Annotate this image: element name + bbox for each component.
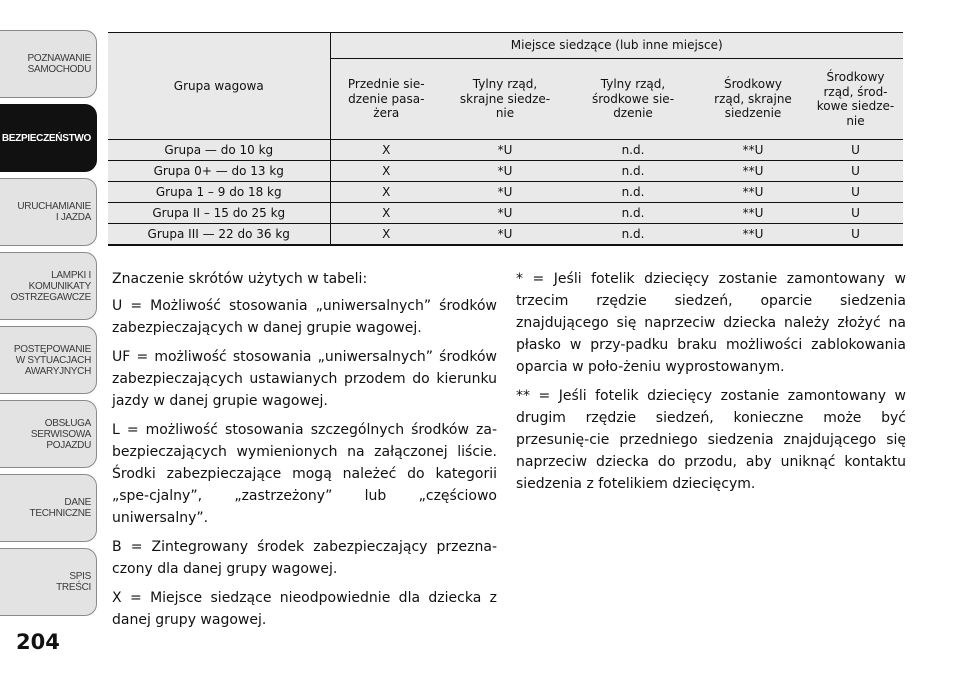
legend-column — [112, 268, 497, 638]
table-cell: X — [330, 203, 442, 224]
table-header-column: Tylny rząd, środkowe sie- dzenie — [568, 59, 698, 140]
table-cell: **U — [698, 203, 808, 224]
legend-item-u: U = Możliwość stosowania „uniwersalnych” środków zabezpieczających w danej grupie wagowej. — [112, 298, 497, 336]
table-cell: **U — [698, 140, 808, 161]
table-header-column: Przednie sie- dzenie pasa- żera — [330, 59, 442, 140]
table-row — [108, 140, 903, 161]
table-cell: X — [330, 140, 442, 161]
tab-obsluga-serwisowa[interactable]: OBSŁUGA SERWISOWA POJAZDU — [0, 400, 97, 468]
table-cell: X — [330, 182, 442, 203]
table-cell-group: Grupa 1 – 9 do 18 kg — [108, 182, 330, 203]
table-header-group: Grupa wagowa — [108, 33, 330, 140]
legend-item-x: X = Miejsce siedzące nieodpowiednie dla dziecka z danej grupy wagowej. — [112, 590, 497, 628]
table-cell: *U — [442, 224, 568, 245]
tab-postepowanie-awaryjne[interactable]: POSTĘPOWANIE W SYTUACJACH AWARYJNYCH — [0, 326, 97, 394]
table-header-seat-position: Miejsce siedzące (lub inne miejsce) — [330, 33, 903, 59]
tab-dane-techniczne[interactable]: DANE TECHNICZNE — [0, 474, 97, 542]
table-header-column: Środkowy rząd, skrajne siedzenie — [698, 59, 808, 140]
child-seat-table — [108, 32, 903, 246]
table-cell-group: Grupa — do 10 kg — [108, 140, 330, 161]
table-cell: U — [808, 224, 903, 245]
table-row — [108, 203, 903, 224]
table-cell: n.d. — [568, 224, 698, 245]
table-cell: n.d. — [568, 182, 698, 203]
legend-intro: Znaczenie skrótów użytych w tabeli: — [112, 271, 368, 287]
table-cell: **U — [698, 224, 808, 245]
footnote-single-asterisk: * = Jeśli fotelik dziecięcy zostanie zamontowany w trzecim rzędzie siedzeń, oparcie siedzenia znajdującego się naprzeciw dziecka należy złożyć na płasko w przy-padku braku możliwości zablokowania oparcia w poło-żeniu wyprostowanym. — [516, 271, 906, 375]
table-cell: n.d. — [568, 203, 698, 224]
table-cell: U — [808, 161, 903, 182]
table-cell: **U — [698, 182, 808, 203]
table-cell: n.d. — [568, 161, 698, 182]
table-row — [108, 182, 903, 203]
tab-bezpieczenstwo[interactable]: BEZPIECZEŃSTWO — [0, 104, 97, 172]
table-cell: X — [330, 224, 442, 245]
table-cell: *U — [442, 140, 568, 161]
footnotes-column — [516, 268, 906, 502]
tab-uruchamianie-i-jazda[interactable]: URUCHAMIANIE I JAZDA — [0, 178, 97, 246]
table-cell: X — [330, 161, 442, 182]
table-cell-group: Grupa 0+ — do 13 kg — [108, 161, 330, 182]
table-cell: U — [808, 140, 903, 161]
table-cell: *U — [442, 182, 568, 203]
tab-spis-tresci[interactable]: SPIS TREŚCI — [0, 548, 97, 616]
table-cell: *U — [442, 161, 568, 182]
legend-item-l: L = możliwość stosowania szczególnych środków za-bezpieczających wymienionych na załączonej liście. Środki zabezpieczające mogą należeć do kategorii „spe-cjalny”, „zastrzeżony” lub „częściowo uniwersalny”. — [112, 422, 497, 526]
table-cell-group: Grupa II – 15 do 25 kg — [108, 203, 330, 224]
table-cell: U — [808, 182, 903, 203]
footnote-double-asterisk: ** = Jeśli fotelik dziecięcy zostanie zamontowany w drugim rzędzie siedzeń, konieczne może być przesunię-cie przedniego siedzenia znajdującego się naprzeciw dziecka do przodu, aby uniknąć kontaktu siedzenia z fotelikiem dziecięcym. — [516, 388, 906, 492]
legend-item-uf: UF = możliwość stosowania „uniwersalnych” środków zabezpieczających ustawianych przodem do kierunku jazdy w danej grupie wagowej. — [112, 349, 497, 409]
table-header-column: Środkowy rząd, środ- kowe siedze- nie — [808, 59, 903, 140]
table-cell: **U — [698, 161, 808, 182]
table-cell: n.d. — [568, 140, 698, 161]
legend-item-b: B = Zintegrowany środek zabezpieczający przezna-czony dla danej grupy wagowej. — [112, 539, 497, 577]
table-header-column: Tylny rząd, skrajne siedze- nie — [442, 59, 568, 140]
chapter-sidebar — [0, 0, 100, 678]
page-number: 204 — [16, 630, 60, 654]
table-row — [108, 161, 903, 182]
table-cell: U — [808, 203, 903, 224]
table-cell-group: Grupa III — 22 do 36 kg — [108, 224, 330, 245]
table-row — [108, 224, 903, 245]
tab-lampki-i-komunikaty[interactable]: LAMPKI I KOMUNIKATY OSTRZEGAWCZE — [0, 252, 97, 320]
tab-poznawanie-samochodu[interactable]: POZNAWANIE SAMOCHODU — [0, 30, 97, 98]
table-cell: *U — [442, 203, 568, 224]
